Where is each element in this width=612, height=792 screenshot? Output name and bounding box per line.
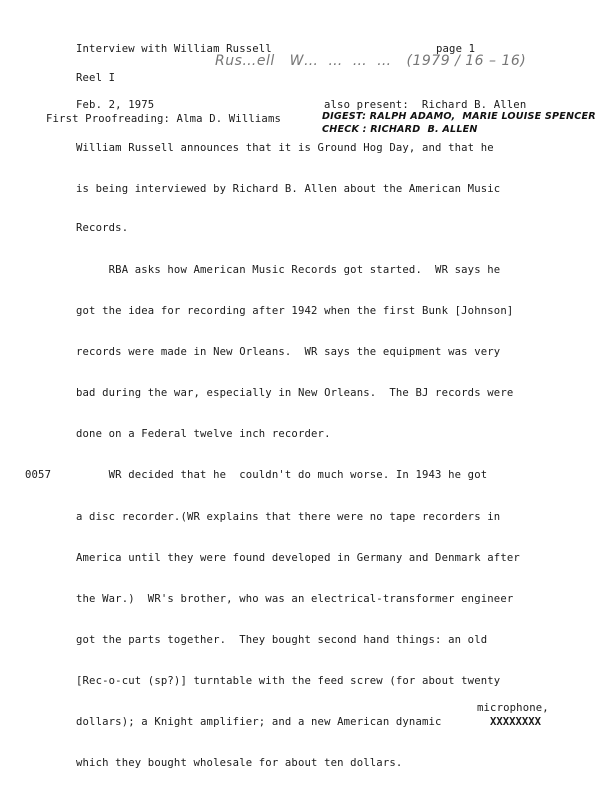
check-note: CHECK : RICHARD B. ALLEN xyxy=(322,124,478,135)
digest-note: DIGEST: RALPH ADAMO, MARIE LOUISE SPENCER xyxy=(322,111,596,122)
handwritten-catalog-note: Rus…ell W… … … … (1979 / 16 – 16) xyxy=(215,53,527,69)
body-line-15: dollars); a Knight amplifier; and a new American dynamic xyxy=(76,716,442,728)
interview-date: Feb. 2, 1975 xyxy=(76,99,155,111)
body-line-8: done on a Federal twelve inch recorder. xyxy=(76,428,331,440)
body-line-10: a disc recorder.(WR explains that there were no tape recorders in xyxy=(76,511,501,523)
reel-label: Reel I xyxy=(76,72,116,84)
first-proofreading: First Proofreading: Alma D. Williams xyxy=(46,113,282,125)
body-line-1: William Russell announces that it is Ground Hog Day, and that he xyxy=(76,142,494,154)
margin-time-code: 0057 xyxy=(25,469,52,481)
page-number: page 1 xyxy=(436,43,476,55)
inserted-word: microphone, xyxy=(477,702,549,714)
body-line-12: the War.) WR's brother, who was an electrical-transformer engineer xyxy=(76,593,514,605)
body-line-16: which they bought wholesale for about ten dollars. xyxy=(76,757,403,769)
body-line-5: got the idea for recording after 1942 when the first Bunk [Johnson] xyxy=(76,305,514,317)
body-line-3: Records. xyxy=(76,222,129,234)
body-line-11: America until they were found developed in Germany and Denmark after xyxy=(76,552,520,564)
body-line-7: bad during the war, especially in New Orleans. The BJ records were xyxy=(76,387,514,399)
body-line-9: WR decided that he couldn't do much worse. In 1943 he got xyxy=(76,469,488,481)
body-line-2: is being interviewed by Richard B. Allen about the American Music xyxy=(76,183,501,195)
interview-title: Interview with William Russell xyxy=(76,43,272,55)
also-present: also present: Richard B. Allen xyxy=(324,99,527,111)
body-line-4: RBA asks how American Music Records got started. WR says he xyxy=(76,264,501,276)
body-line-13: got the parts together. They bought second hand things: an old xyxy=(76,634,488,646)
body-line-14: [Rec-o-cut (sp?)] turntable with the feed screw (for about twenty xyxy=(76,675,501,687)
body-line-6: records were made in New Orleans. WR says the equipment was very xyxy=(76,346,501,358)
struck-out-text: XXXXXXXX xyxy=(490,716,542,728)
